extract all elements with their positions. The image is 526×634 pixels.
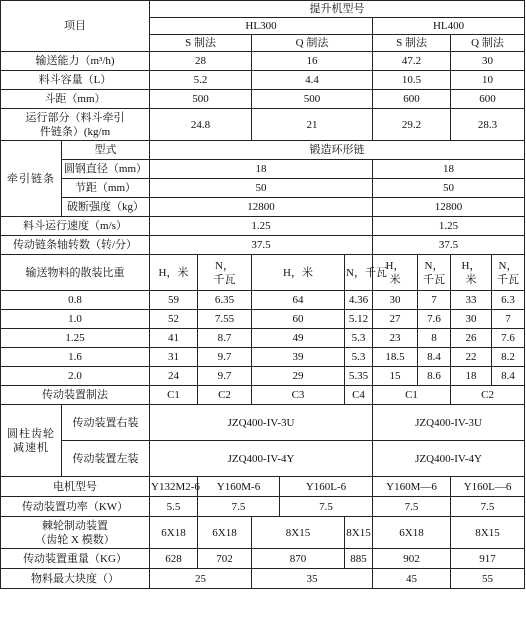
value-cell: 25 xyxy=(150,569,252,589)
value-cell: 64 xyxy=(252,291,345,310)
value-cell: 8X15 xyxy=(252,517,345,549)
value-cell: 29.2 xyxy=(373,109,451,141)
value-cell: 8.4 xyxy=(418,348,451,367)
value-cell: Y160M—6 xyxy=(373,477,451,497)
shaft-label: 传动链条轴转数（转/分） xyxy=(1,236,150,255)
value-cell: 8.2 xyxy=(492,348,525,367)
value-cell: 33 xyxy=(451,291,492,310)
value-cell: 16 xyxy=(252,52,373,71)
hl300-header: HL300 xyxy=(150,18,373,35)
value-cell: 6X18 xyxy=(373,517,451,549)
value-cell: JZQ400-IV-4Y xyxy=(150,441,373,477)
weight-label: 传动装置重量（KG） xyxy=(1,549,150,569)
value-cell: 27 xyxy=(373,310,418,329)
value-cell: C2 xyxy=(451,386,525,405)
capacity-row xyxy=(1,52,525,71)
value-cell: C4 xyxy=(345,386,373,405)
value-cell: JZQ400-IV-4Y xyxy=(373,441,525,477)
value-cell: 5.12 xyxy=(345,310,373,329)
value-cell: 902 xyxy=(373,549,451,569)
value-cell: 31 xyxy=(150,348,198,367)
value-cell: 8X15 xyxy=(451,517,525,549)
value-cell: 30 xyxy=(451,310,492,329)
col-h-hl400-q xyxy=(451,255,492,291)
value-cell: 12800 xyxy=(150,198,373,217)
value-cell: 1.25 xyxy=(150,217,373,236)
chain-pitch-label: 节距（mm） xyxy=(62,179,150,198)
col-n-hl300-s xyxy=(198,255,252,291)
value-cell: 870 xyxy=(252,549,345,569)
value-cell: 4.4 xyxy=(252,71,373,90)
value-cell: 52 xyxy=(150,310,198,329)
value-cell: 21 xyxy=(252,109,373,141)
value-cell: 5.3 xyxy=(345,329,373,348)
drive-method-label: 传动装置制法 xyxy=(1,386,150,405)
power-label: 传动装置功率（KW） xyxy=(1,497,150,517)
motor-label: 电机型号 xyxy=(1,477,150,497)
value-cell: 8 xyxy=(418,329,451,348)
value-cell: 7.5 xyxy=(280,497,373,517)
value-cell: 35 xyxy=(252,569,373,589)
value-cell: 24 xyxy=(150,367,198,386)
value-cell: 500 xyxy=(252,90,373,109)
value-cell: 1.25 xyxy=(373,217,525,236)
value-cell: 18 xyxy=(150,160,373,179)
chain-pitch-row xyxy=(1,179,525,198)
right-install-label: 传动装置右装 xyxy=(62,405,150,441)
left-install-label: 传动装置左装 xyxy=(62,441,150,477)
value-cell: 26 xyxy=(451,329,492,348)
value-cell: 5.5 xyxy=(150,497,198,517)
density-row xyxy=(1,348,525,367)
value-cell: 7.5 xyxy=(451,497,525,517)
value-cell: 8X15 xyxy=(345,517,373,549)
value-cell: 7 xyxy=(492,310,525,329)
value-cell: 28.3 xyxy=(451,109,525,141)
value-cell: 29 xyxy=(252,367,345,386)
col-h-line1: H， xyxy=(385,259,405,272)
col-n-hl400-q xyxy=(492,255,525,291)
value-cell: 5.35 xyxy=(345,367,373,386)
value-cell: 5.3 xyxy=(345,348,373,367)
value-cell: C2 xyxy=(198,386,252,405)
value-cell: 600 xyxy=(451,90,525,109)
hl300-s-header: S 制法 xyxy=(150,35,252,52)
value-cell: 39 xyxy=(252,348,345,367)
hl300-q-header: Q 制法 xyxy=(252,35,373,52)
value-cell: 49 xyxy=(252,329,345,348)
value-cell: 22 xyxy=(451,348,492,367)
value-cell: C1 xyxy=(150,386,198,405)
value-cell: JZQ400-IV-3U xyxy=(150,405,373,441)
value-cell: 10.5 xyxy=(373,71,451,90)
value-cell: 18.5 xyxy=(373,348,418,367)
col-h-hl300-q: H，米 xyxy=(252,255,345,291)
value-cell: 24.8 xyxy=(150,109,252,141)
density-header-row xyxy=(1,255,525,291)
value-cell: 7.55 xyxy=(198,310,252,329)
col-n-line1: N， xyxy=(498,259,518,272)
speed-label: 料斗运行速度（m/s） xyxy=(1,217,150,236)
value-cell: 45 xyxy=(373,569,451,589)
value-cell: 50 xyxy=(150,179,373,198)
ratchet-row xyxy=(1,517,525,549)
capacity-label: 输送能力（m³/h) xyxy=(1,52,150,71)
value-cell: Y132M2-6 xyxy=(150,477,198,497)
chain-break-label: 破断强度（kg） xyxy=(62,198,150,217)
max-lump-label: 物料最大块度（） xyxy=(1,569,150,589)
value-cell: 18 xyxy=(451,367,492,386)
value-cell: 37.5 xyxy=(150,236,373,255)
density-row xyxy=(1,310,525,329)
value-cell: 8.4 xyxy=(492,367,525,386)
ratchet-label-line1: 棘轮制动装置 xyxy=(42,519,108,532)
drive-method-row xyxy=(1,386,525,405)
value-cell: C3 xyxy=(252,386,345,405)
bucket-pitch-label: 斗距（mm） xyxy=(1,90,150,109)
col-n-line2: 千瓦 xyxy=(497,273,520,286)
chain-break-row xyxy=(1,198,525,217)
value-cell: 6.3 xyxy=(492,291,525,310)
col-h-hl300-s: H，米 xyxy=(150,255,198,291)
value-cell: 702 xyxy=(198,549,252,569)
col-n-line1: N， xyxy=(215,259,234,272)
value-cell: 41 xyxy=(150,329,198,348)
running-part-label-line1: 运行部分（料斗牵引 xyxy=(25,111,125,124)
item-header: 项目 xyxy=(1,1,150,52)
value-cell: 23 xyxy=(373,329,418,348)
density-row xyxy=(1,367,525,386)
density-label: 输送物料的散装比重 xyxy=(1,255,150,291)
running-part-label xyxy=(1,109,150,141)
value-cell: Y160M-6 xyxy=(198,477,280,497)
density-row xyxy=(1,291,525,310)
density-ratio: 1.6 xyxy=(1,348,150,367)
speed-row xyxy=(1,217,525,236)
value-cell: JZQ400-IV-3U xyxy=(373,405,525,441)
running-part-label-line2: 件链条）(kg/m xyxy=(39,125,111,138)
density-ratio: 1.0 xyxy=(1,310,150,329)
hl400-q-header: Q 制法 xyxy=(451,35,525,52)
model-group-header: 提升机型号 xyxy=(150,1,525,18)
density-row xyxy=(1,329,525,348)
bucket-volume-row xyxy=(1,71,525,90)
value-cell: 30 xyxy=(373,291,418,310)
col-n-line2: 千瓦 xyxy=(423,273,446,286)
ratchet-label xyxy=(1,517,150,549)
hl400-header: HL400 xyxy=(373,18,525,35)
col-h-line2: 米 xyxy=(389,273,401,286)
col-n-hl400-s xyxy=(418,255,451,291)
reducer-right-row xyxy=(1,405,525,441)
value-cell: 55 xyxy=(451,569,525,589)
value-cell: 60 xyxy=(252,310,345,329)
density-ratio: 0.8 xyxy=(1,291,150,310)
col-h-line1: H， xyxy=(461,259,481,272)
value-cell: 9.7 xyxy=(198,367,252,386)
col-n-line1: N， xyxy=(424,259,444,272)
value-cell: 628 xyxy=(150,549,198,569)
value-cell: 12800 xyxy=(373,198,525,217)
bucket-volume-label: 料斗容量（L） xyxy=(1,71,150,90)
value-cell: 500 xyxy=(150,90,252,109)
value-cell: 15 xyxy=(373,367,418,386)
value-cell: 18 xyxy=(373,160,525,179)
header-row-1 xyxy=(1,1,525,18)
value-cell: 885 xyxy=(345,549,373,569)
value-cell: 7.5 xyxy=(373,497,451,517)
value-cell: 6X18 xyxy=(150,517,198,549)
value-cell: 8.6 xyxy=(418,367,451,386)
value-cell: Y160L-6 xyxy=(280,477,373,497)
col-n-hl300-q: N，千瓦 xyxy=(345,255,373,291)
value-cell: C1 xyxy=(373,386,451,405)
max-lump-row xyxy=(1,569,525,589)
value-cell: 30 xyxy=(451,52,525,71)
value-cell: 6X18 xyxy=(198,517,252,549)
value-cell: 9.7 xyxy=(198,348,252,367)
shaft-row xyxy=(1,236,525,255)
value-cell: Y160L—6 xyxy=(451,477,525,497)
value-cell: 37.5 xyxy=(373,236,525,255)
value-cell: 47.2 xyxy=(373,52,451,71)
col-h-line2: 米 xyxy=(465,273,477,286)
value-cell: 600 xyxy=(373,90,451,109)
value-cell: 6.35 xyxy=(198,291,252,310)
chain-type-label: 型式 xyxy=(62,141,150,160)
bucket-pitch-row xyxy=(1,90,525,109)
reducer-left-row xyxy=(1,441,525,477)
value-cell: 7.6 xyxy=(418,310,451,329)
motor-row xyxy=(1,477,525,497)
value-cell: 5.2 xyxy=(150,71,252,90)
value-cell: 8.7 xyxy=(198,329,252,348)
density-ratio: 2.0 xyxy=(1,367,150,386)
value-cell: 917 xyxy=(451,549,525,569)
weight-row xyxy=(1,549,525,569)
power-row xyxy=(1,497,525,517)
chain-diameter-row xyxy=(1,160,525,179)
chain-group-label: 牵引链条 xyxy=(1,141,62,217)
value-cell: 7 xyxy=(418,291,451,310)
value-cell: 7.5 xyxy=(198,497,280,517)
running-part-row xyxy=(1,109,525,141)
reducer-label: 圆柱齿轮减速机 xyxy=(1,405,62,477)
value-cell: 7.6 xyxy=(492,329,525,348)
chain-diameter-label: 圆钢直径（mm） xyxy=(62,160,150,179)
value-cell: 50 xyxy=(373,179,525,198)
value-cell: 4.36 xyxy=(345,291,373,310)
ratchet-label-line2: （齿轮 X 模数） xyxy=(35,533,115,546)
value-cell: 28 xyxy=(150,52,252,71)
col-n-line2: 千瓦 xyxy=(213,273,236,286)
hl400-s-header: S 制法 xyxy=(373,35,451,52)
value-cell: 10 xyxy=(451,71,525,90)
chain-type-value: 锻造环形链 xyxy=(150,141,525,160)
chain-type-row xyxy=(1,141,525,160)
density-ratio: 1.25 xyxy=(1,329,150,348)
value-cell: 59 xyxy=(150,291,198,310)
